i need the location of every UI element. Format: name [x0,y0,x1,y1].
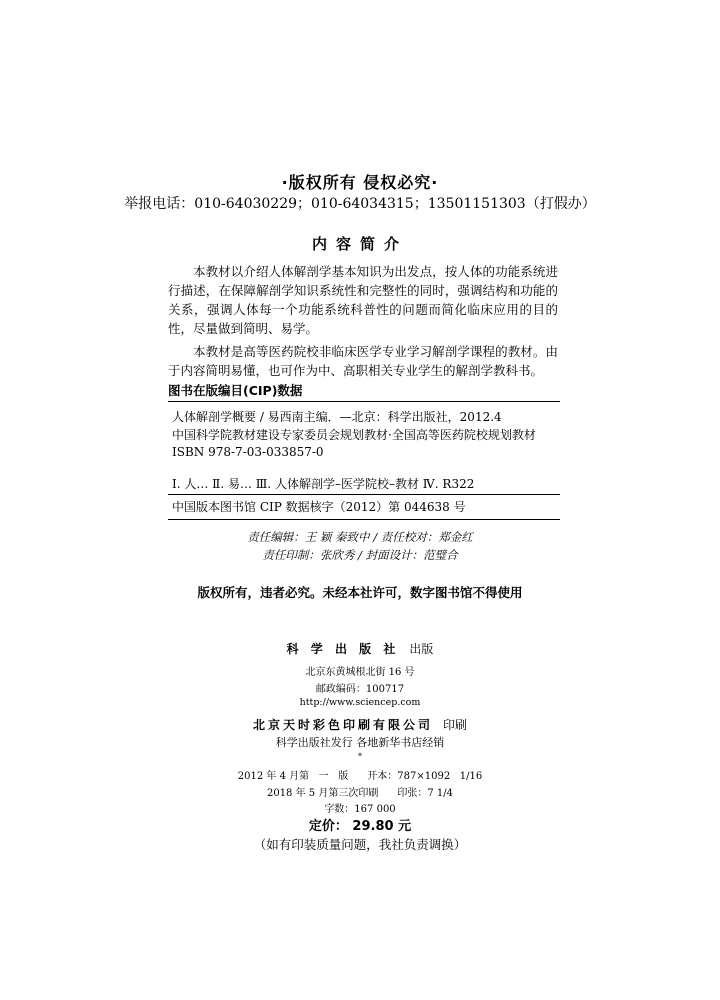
cip-series-line: 中国科学院教材建设专家委员会规划教材·全国高等医药院校规划教材 [172,428,536,442]
edition-line: 2012 年 4 月第 一 版 开本：787×1092 1/16 [237,771,483,782]
replacement-note: （如有印装质量问题，我社负责调换） [253,837,467,852]
printer-action: 印刷 [443,718,468,732]
cip-title-line: 人体解剖学概要 / 易西南主编．—北京：科学出版社，2012.4 [172,410,502,424]
separator-star: * [358,752,362,761]
publisher-line [0,640,720,657]
cip-bottom-rule [168,519,560,520]
price: 定价： 29.80 元 [308,819,412,834]
publisher-name: 科 学 出 版 社 [286,642,400,656]
cip-mid-rule [168,494,560,495]
reprint-line: 2018 年 5 月第三次印刷 印张：7 1/4 [266,788,454,799]
copyright-title: ·版权所有 侵权必究· [281,173,439,192]
summary-body [168,262,558,380]
report-hotline: 举报电话：010-64030229；010-64034315；13501151303（打假办） [124,196,596,212]
publisher-postcode: 邮政编码：100717 [315,684,405,695]
staff-line-editors: 责任编辑：王 颖 秦致中 / 责任校对：郑金红 [247,530,473,544]
publisher-address: 北京东黄城根北街 16 号 [305,667,415,678]
summary-title: 内容简介 [311,235,408,253]
printer-line [0,716,720,733]
staff-line-production: 责任印制：张欣秀 / 封面设计：范璧合 [262,548,458,562]
usage-notice: 版权所有，违者必究。未经本社许可，数字图书馆不得使用 [197,585,523,600]
cip-heading: 图书在版编目(CIP)数据 [168,383,303,398]
cip-data-block [168,381,560,514]
cip-record-line: 中国版本图书馆 CIP 数据核字（2012）第 044638 号 [172,500,466,514]
publisher-url: http://www.sciencep.com [299,697,421,708]
distribution-line: 科学出版社发行 各地新华书店经销 [275,736,445,749]
cip-top-rule [168,401,560,402]
word-count: 字数：167 000 [324,804,396,815]
publisher-action: 出版 [409,642,434,656]
cip-isbn-line: ISBN 978-7-03-033857-0 [172,445,324,459]
printer-name: 北京天时彩色印刷有限公司 [252,718,433,732]
summary-paragraph: 本教材以介绍人体解剖学基本知识为出发点，按人体的功能系统进行描述，在保障解剖学知识系统性和完整性的同时，强调结构和功能的关系，强调人体每一个功能系统科普性的问题而简化临床应用的目的性，尽量做到简明、易学。 [168,264,558,336]
cip-classification-line: Ⅰ. 人… Ⅱ. 易… Ⅲ. 人体解剖学–医学院校–教材 Ⅳ. R322 [172,477,475,491]
summary-paragraph: 本教材是高等医药院校非临床医学专业学习解剖学课程的教材。由于内容简明易懂，也可作为中、高职相关专业学生的解剖学教科书。 [168,344,558,378]
